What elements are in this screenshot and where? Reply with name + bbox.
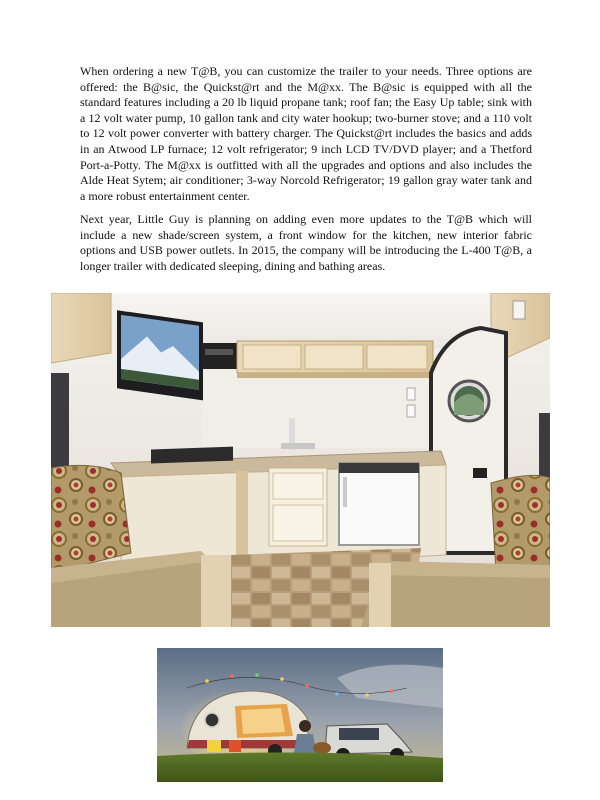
trailer-exterior-photo (157, 648, 443, 782)
body-paragraph-2: Next year, Little Guy is planning on adding even more updates to the T@B which will include a new shade/screen system, a front window for the kitchen, new interior fabric options and USB power outlets. In 2015, the company will be introducing the L-400 T@B, a longer trailer with dedicated sleeping, dining and bathing areas. (80, 212, 532, 273)
trailer-interior-photo (51, 293, 550, 627)
body-paragraph-1: When ordering a new T@B, you can customize the trailer to your needs. Three options are offered: the B@sic, the Quickst@rt and the M@xx. The B@sic is equipped with all the standard features including a 20 lb liquid propane tank; roof fan; the Easy Up table; sink with a 12 volt water pump, 10 gallon tank and city water hookup; two-burner stove; and a 110 volt to 12 volt power converter with battery charger. The Quickst@rt includes the basics and adds in an Atwood LP furnace; 12 volt refrigerator; 9 inch LCD TV/DVD player; and a Thetford Port-a-Potty. The M@xx is outfitted with all the upgrades and options and also includes the Alde Heat Sytem; air conditioner; 3-way Norcold Refrigerator; 19 gallon gray water tank and a more robust entertainment center. (80, 64, 532, 203)
